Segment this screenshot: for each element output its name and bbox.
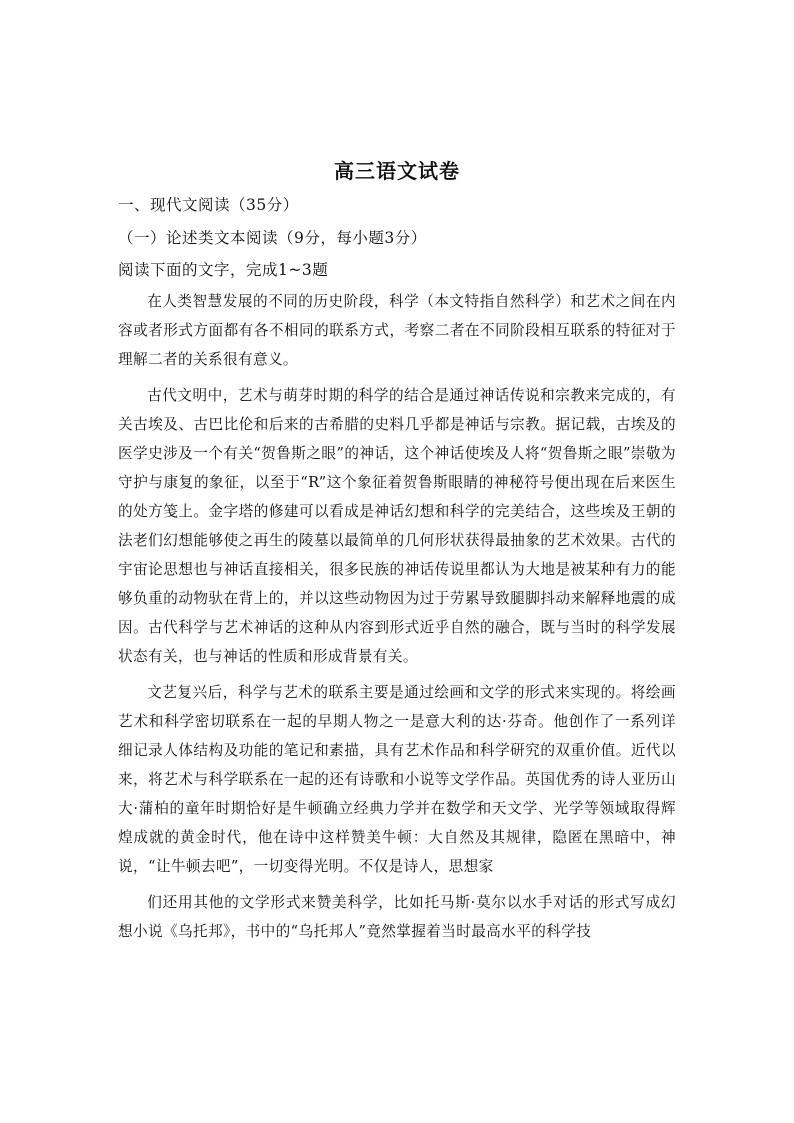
paragraph-1: 在人类智慧发展的不同的历史阶段，科学（本文特指自然科学）和艺术之间在内容或者形式方面都有各不相同的联系方式，考察二者在不同阶段相互联系的特征对于理解二者的关系很有意义。 — [118, 293, 676, 368]
article-body — [118, 287, 676, 953]
reading-instruction: 阅读下面的文字，完成1~3题 — [118, 261, 329, 279]
paragraph-4: 们还用其他的文学形式来赞美科学，比如托马斯·莫尔以水手对话的形式写成幻想小说《乌托邦》，书中的“乌托邦人”竟然掌握着当时最高水平的科学技 — [118, 894, 676, 940]
page-title: 高三语文试卷 — [334, 159, 460, 183]
paragraph-3: 文艺复兴后，科学与艺术的联系主要是通过绘画和文学的形式来实现的。将绘画艺术和科学密切联系在一起的早期人物之一是意大利的达·芬奇。他创作了一系列详细记录人体结构及功能的笔记和素描，具有艺术作品和科学研究的双重价值。近代以来，将艺术与科学联系在一起的还有诗歌和小说等文学作品。英国优秀的诗人亚历山大·蒲柏的童年时期恰好是牛顿确立经典力学并在数学和天文学、光学等领域取得辉煌成就的黄金时代，他在诗中这样赞美牛顿：大自然及其规律，隐匿在黑暗中，神说，“让牛顿去吧”，一切变得光明。不仅是诗人，思想家 — [118, 684, 676, 875]
paragraph-2: 古代文明中，艺术与萌芽时期的科学的结合是通过神话传说和宗教来完成的，有关古埃及、古巴比伦和后来的古希腊的史料几乎都是神话与宗教。据记载，古埃及的医学史涉及一个有关“贺鲁斯之眼”的神话，这个神话使埃及人将“贺鲁斯之眼”崇敬为守护与康复的象征，以至于“R”这个象征着贺鲁斯眼睛的神秘符号便出现在后来医生的处方笺上。金字塔的修建可以看成是神话幻想和科学的完美结合，这些埃及王朝的法老们幻想能够使之再生的陵墓以最简单的几何形状获得最抽象的艺术效果。古代的宇宙论思想也与神话直接相关，很多民族的神话传说里都认为大地是被某种有力的能够负重的动物驮在背上的，并以这些动物因为过于劳累导致腿脚抖动来解释地震的成因。古代科学与艺术神话的这种从内容到形式近乎自然的融合，既与当时的科学发展状态有关，也与神话的性质和形成背景有关。 — [118, 387, 676, 665]
subsection-heading: （一）论述类文本阅读（9分，每小题3分） — [118, 229, 427, 247]
section-heading: 一、现代文阅读（35分） — [118, 196, 299, 214]
